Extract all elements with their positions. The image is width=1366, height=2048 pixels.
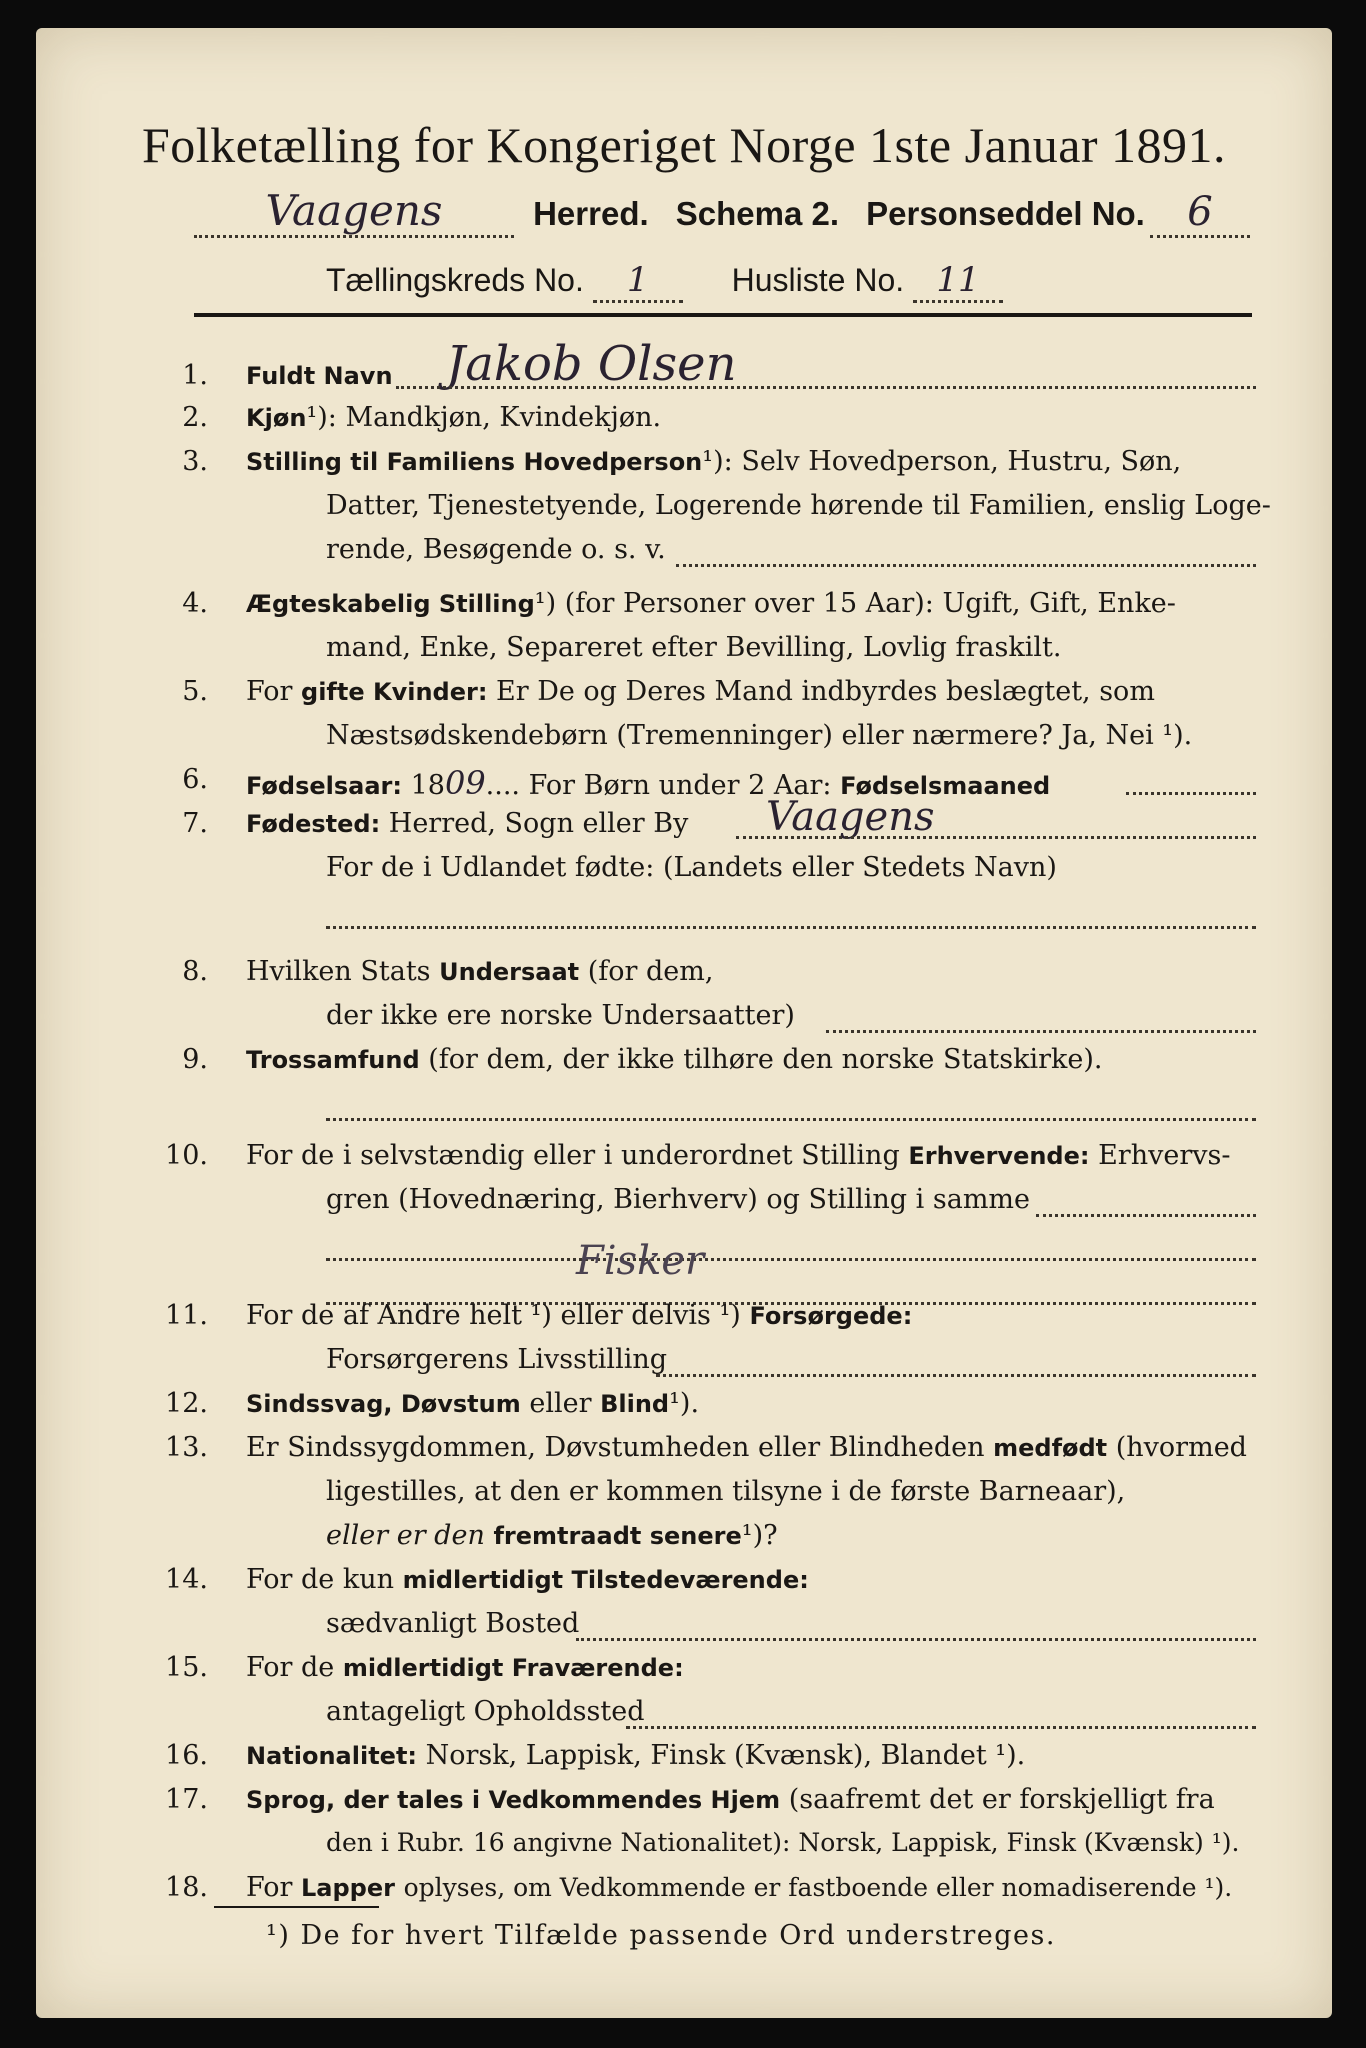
field-label: Blind <box>600 1390 670 1418</box>
item-text <box>246 1652 684 1683</box>
field-options: den i Rubr. 16 angivne Nationalitet): Norsk, Lappisk, Finsk (Kvænsk) ¹). <box>326 1828 1240 1857</box>
item-text <box>246 1784 1215 1815</box>
field-options <box>326 1520 778 1551</box>
field-options: Er De og Deres Mand indbyrdes beslægtet, som <box>496 676 1155 707</box>
field-options: der ikke ere norske Undersaatter) <box>326 1000 795 1031</box>
item-text <box>246 588 1176 619</box>
item-text <box>246 1872 1232 1903</box>
field-label: Fødselsmaaned <box>840 772 1051 800</box>
field-options: eller <box>529 1388 592 1419</box>
field-label: medfødt <box>993 1434 1108 1462</box>
field-label: midlertidigt Tilstedeværende: <box>402 1566 809 1594</box>
item-number: 15. <box>165 1652 208 1683</box>
schema-label: Schema 2. <box>675 195 840 232</box>
husliste-no: 11 <box>913 260 1003 303</box>
field-options: Forsørgerens Livsstilling <box>326 1344 668 1375</box>
field-options: ligestilles, at den er kommen tilsyne i de første Barneaar), <box>326 1476 1126 1507</box>
field-options: Herred, Sogn eller By <box>388 808 689 839</box>
census-form <box>36 28 1332 2018</box>
field-options: (for dem, der ikke tilhøre den norske Statskirke). <box>428 1044 1103 1075</box>
field-options: Erhvervs- <box>1098 1140 1231 1171</box>
field-label: Fuldt Navn <box>246 362 393 390</box>
answer-line <box>396 386 1256 389</box>
field-prefix: eller er den <box>326 1520 485 1551</box>
form-title: Folketælling for Kongeriget Norge 1ste Januar 1891. <box>141 117 1227 173</box>
item-number: 14. <box>165 1564 208 1595</box>
item-number: 17. <box>165 1784 208 1815</box>
answer-line <box>676 564 1256 567</box>
field-label: Erhvervende: <box>908 1142 1090 1170</box>
field-options: (for dem, <box>587 956 714 987</box>
answer-line <box>736 836 1256 839</box>
field-prefix: For de kun <box>246 1564 394 1595</box>
item-text <box>246 360 393 391</box>
answer-line <box>626 1726 1256 1729</box>
personseddel-no: 6 <box>1150 189 1250 238</box>
item-text <box>246 1300 912 1331</box>
field-prefix: For <box>246 1872 293 1903</box>
kreds-label: Tællingskreds No. <box>326 262 584 298</box>
field-prefix: Hvilken Stats <box>246 956 431 987</box>
full-name-value: Jakob Olsen <box>446 336 737 392</box>
item-number: 5. <box>182 676 208 707</box>
field-label: Sindssvag, Døvstum <box>246 1390 521 1418</box>
field-suffix: ¹)? <box>741 1520 778 1551</box>
item-number: 18. <box>165 1872 208 1903</box>
answer-line <box>1036 1214 1256 1217</box>
field-label: Ægteskabelig Stilling <box>246 590 535 618</box>
item-text <box>246 956 713 987</box>
herred-name: Vaagens <box>194 186 514 238</box>
field-options: ¹): Selv Hovedperson, Hustru, Søn, <box>702 446 1182 477</box>
field-options: For de i Udlandet fødte: (Landets eller Stedets Navn) <box>326 852 1057 883</box>
header-rule <box>194 313 1252 317</box>
field-options: Datter, Tjenestetyende, Logerende hørende til Familien, enslig Loge- <box>326 490 1271 521</box>
field-prefix: Er Sindssygdommen, Døvstumheden eller Blindheden <box>246 1432 985 1463</box>
field-options: Norsk, Lappisk, Finsk (Kvænsk), Blandet ¹). <box>425 1740 1026 1771</box>
field-label: fremtraadt senere <box>493 1522 742 1550</box>
field-options: antageligt Opholdssted <box>326 1696 645 1727</box>
item-text <box>246 676 1155 707</box>
herred-label: Herred. <box>533 195 649 232</box>
field-options: Næstsødskendebørn (Tremenninger) eller nærmere? Ja, Nei ¹). <box>326 720 1193 751</box>
personseddel-label: Personseddel No. <box>866 195 1145 232</box>
field-prefix: For <box>246 676 293 707</box>
field-label: Stilling til Familiens Hovedperson <box>246 448 703 476</box>
answer-line <box>326 926 1256 929</box>
field-options: rende, Besøgende o. s. v. <box>326 534 666 565</box>
item-number: 10. <box>165 1140 208 1171</box>
item-number: 6. <box>182 764 208 795</box>
field-prefix: For de i selvstændig eller i underordnet Stilling <box>246 1140 900 1171</box>
answer-line <box>826 1030 1256 1033</box>
item-text <box>246 446 1181 477</box>
field-label: Lapper <box>301 1874 395 1902</box>
field-options: (hvormed <box>1115 1432 1247 1463</box>
item-number: 8. <box>182 956 208 987</box>
footnote: ¹) De for hvert Tilfælde passende Ord understreges. <box>266 1920 1056 1951</box>
item-number: 3. <box>182 446 208 477</box>
field-prefix: For de <box>246 1652 335 1683</box>
kreds-line <box>326 260 1003 303</box>
field-options: sædvanligt Bosted <box>326 1608 580 1639</box>
item-text <box>246 1432 1247 1463</box>
item-text <box>246 1044 1103 1075</box>
kreds-no: 1 <box>593 260 683 303</box>
occupation-value: Fisker <box>576 1238 705 1284</box>
birthplace-value: Vaagens <box>766 794 935 840</box>
field-options: oplyses, om Vedkommende er fastboende eller nomadiserende ¹). <box>403 1873 1233 1902</box>
field-options: mand, Enke, Separeret efter Bevilling, Lovlig fraskilt. <box>326 632 1062 663</box>
item-text <box>246 1740 1025 1771</box>
item-number: 4. <box>182 588 208 619</box>
answer-line <box>326 1118 1256 1121</box>
item-number: 11. <box>165 1300 208 1331</box>
field-label: Forsørgede: <box>749 1302 913 1330</box>
field-label: Undersaat <box>439 958 580 986</box>
field-options: ¹) (for Personer over 15 Aar): Ugift, Gift, Enke- <box>534 588 1176 619</box>
field-label: midlertidigt Fraværende: <box>342 1654 684 1682</box>
item-number: 7. <box>182 808 208 839</box>
field-label: Nationalitet: <box>246 1742 418 1770</box>
item-text <box>246 402 661 433</box>
field-label: Kjøn <box>246 404 307 432</box>
item-text <box>246 1388 699 1419</box>
field-prefix: For de af Andre helt ¹) eller delvis ¹) <box>246 1300 741 1331</box>
field-options: ¹). <box>669 1388 700 1419</box>
footnote-rule <box>214 1906 379 1908</box>
herred-line <box>194 186 1254 238</box>
item-number: 2. <box>182 402 208 433</box>
field-label: gifte Kvinder: <box>301 678 488 706</box>
item-number: 9. <box>182 1044 208 1075</box>
field-label: Fødested: <box>246 810 381 838</box>
item-text <box>246 1140 1230 1171</box>
answer-line <box>656 1374 1256 1377</box>
year-prefix: 18 <box>410 770 445 801</box>
item-number: 12. <box>165 1388 208 1419</box>
field-options: ¹): Mandkjøn, Kvindekjøn. <box>306 402 662 433</box>
field-options: gren (Hovednæring, Bierhverv) og Stilling i samme <box>326 1184 1031 1215</box>
item-text <box>246 1564 809 1595</box>
item-number: 13. <box>165 1432 208 1463</box>
birth-year-value: 09 <box>444 764 486 802</box>
answer-line <box>1126 792 1256 795</box>
answer-line <box>576 1638 1256 1641</box>
field-label: Sprog, der tales i Vedkommendes Hjem <box>246 1786 781 1814</box>
item-number: 1. <box>182 360 208 391</box>
item-number: 16. <box>165 1740 208 1771</box>
field-label: Trossamfund <box>246 1046 420 1074</box>
answer-line <box>326 1258 1256 1261</box>
field-options: For Børn under 2 Aar: <box>528 770 832 801</box>
field-options: (saafremt det er forskjelligt fra <box>788 1784 1215 1815</box>
husliste-label: Husliste No. <box>731 262 905 298</box>
item-text: Fødselsaar: 1809.... For Børn under 2 Aar: Fødselsmaaned <box>246 764 1051 802</box>
field-label: Fødselsaar: <box>246 772 402 800</box>
item-text <box>246 808 688 839</box>
